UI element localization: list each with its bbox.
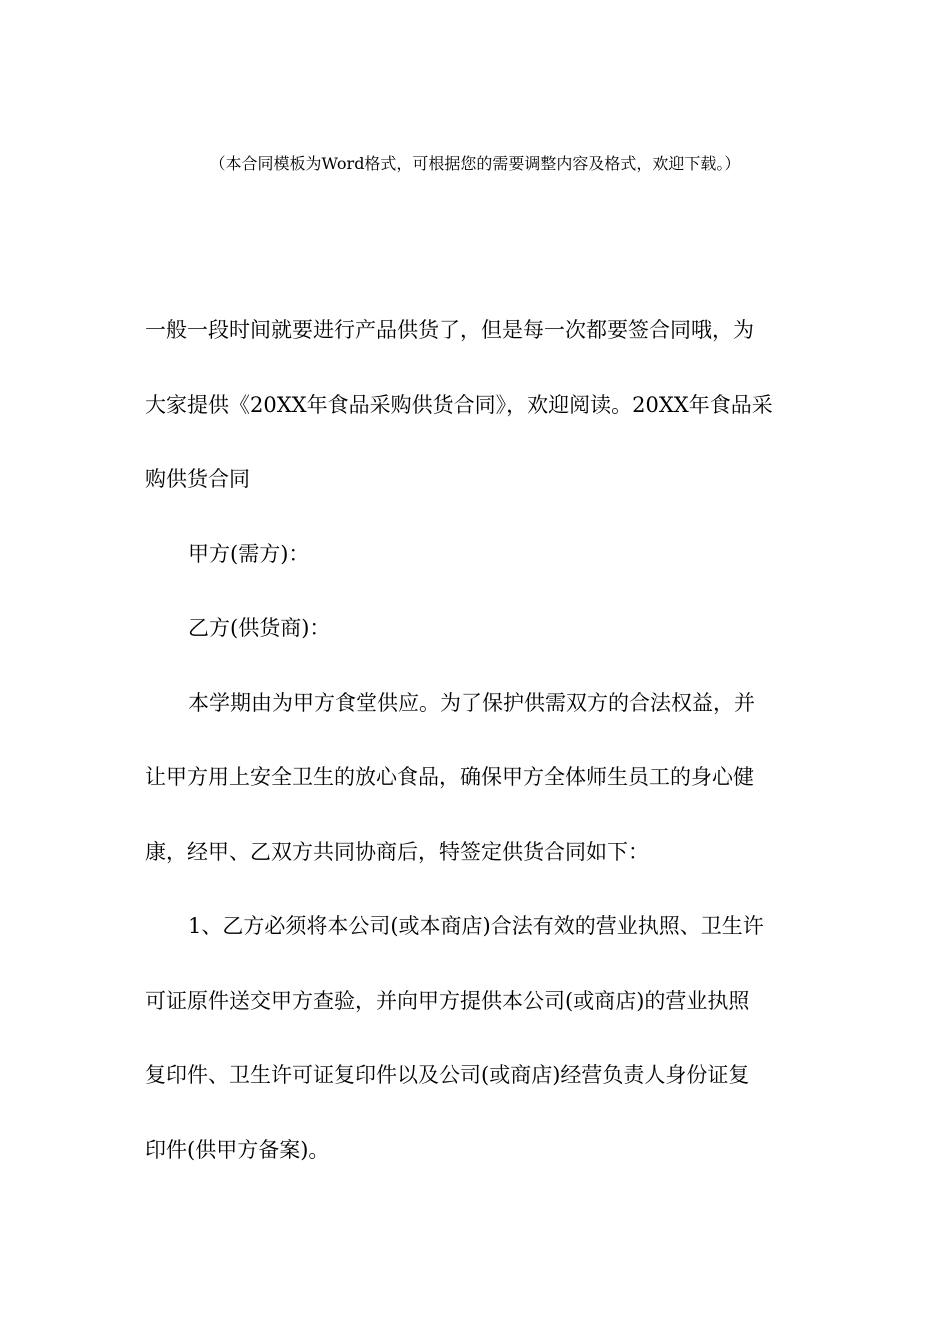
paragraph-line: 购供货合同 [145, 467, 250, 491]
party-a-line: 甲方(需方)： [188, 541, 310, 566]
paragraph-line: 让甲方用上安全卫生的放心食品，确保甲方全体师生员工的身心健 [145, 765, 754, 789]
paragraph-line: 大家提供《20XX年食品采购供货合同》，欢迎阅读。20XX年食品采 [145, 392, 773, 417]
paragraph-line: 一般一段时间就要进行产品供货了，但是每一次都要签合同哦，为 [145, 318, 754, 342]
paragraph-line: 康，经甲、乙双方共同协商后，特签定供货合同如下： [145, 839, 649, 864]
template-note: （本合同模板为Word格式，可根据您的需要调整内容及格式，欢迎下载。） [209, 154, 741, 173]
clause-line: 复印件、卫生许可证复印件以及公司(或商店)经营负责人身份证复 [145, 1063, 750, 1087]
clause-line: 1、乙方必须将本公司(或本商店)合法有效的营业执照、卫生许 [188, 914, 764, 938]
party-b-line: 乙方(供货商)： [188, 616, 331, 640]
clause-line: 印件(供甲方备案)。 [145, 1137, 330, 1162]
clause-line: 可证原件送交甲方查验，并向甲方提供本公司(或商店)的营业执照 [145, 988, 750, 1013]
paragraph-line: 本学期由为甲方食堂供应。为了保护供需双方的合法权益，并 [188, 690, 755, 715]
contract-body [145, 293, 810, 1187]
